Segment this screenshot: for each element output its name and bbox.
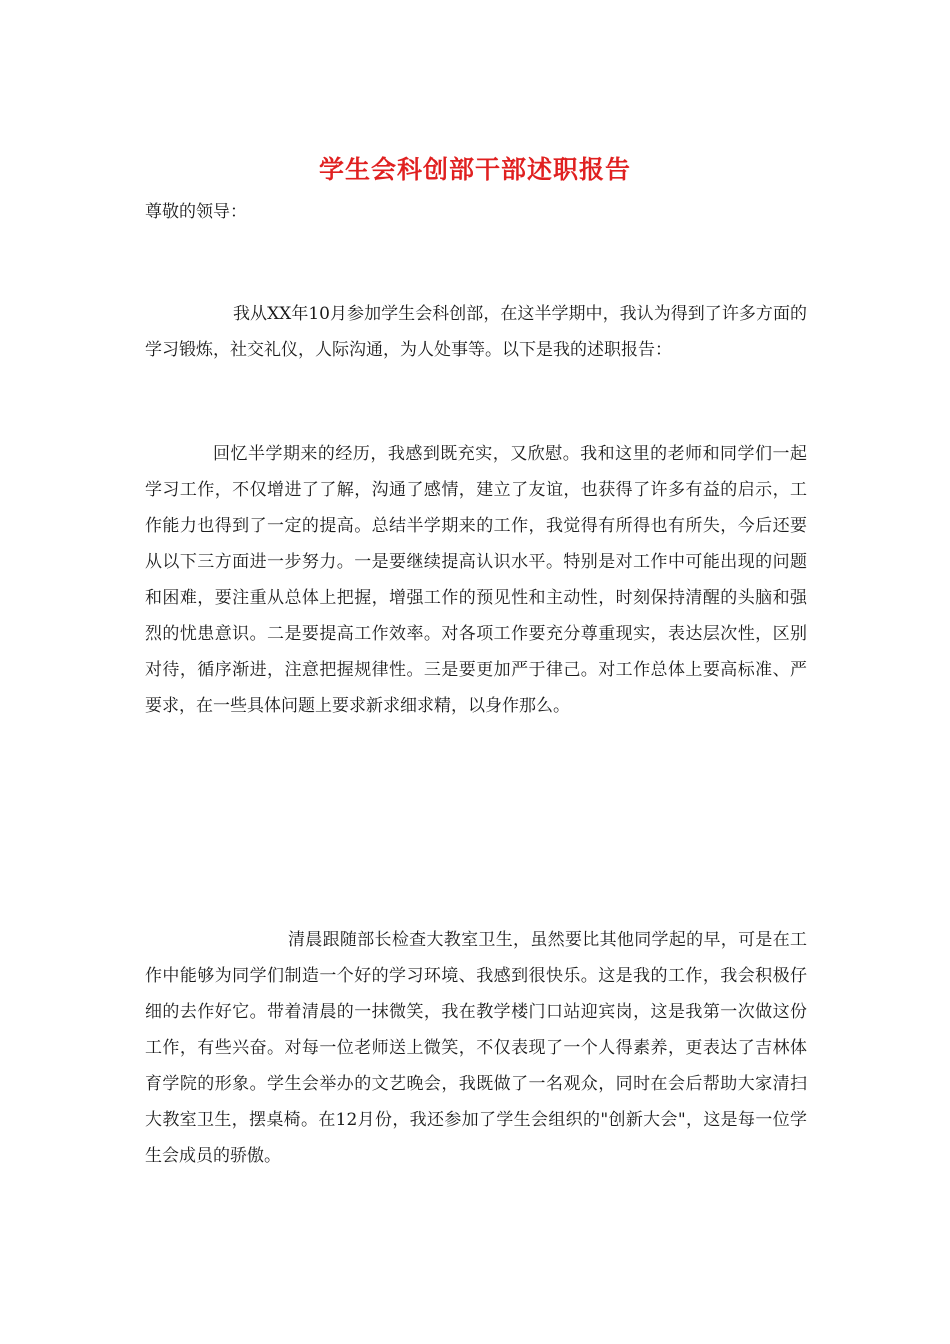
paragraph-intro: 我从XX年10月参加学生会科创部，在这半学期中，我认为得到了许多方面的学习锻炼，社交礼仪，人际沟通，为人处事等。以下是我的述职报告： — [145, 304, 807, 360]
document-title: 学生会科创部干部述职报告 — [318, 155, 631, 184]
salutation: 尊敬的领导： — [145, 202, 247, 222]
paragraph-activities: 清晨跟随部长检查大教室卫生，虽然要比其他同学起的早，可是在工作中能够为同学们制造一个好的学习环境、我感到很快乐。这是我的工作，我会积极仔细的去作好它。带着清晨的一抹微笑，我在教学楼门口站迎宾岗，这是我第一次做这份工作，有些兴奋。对每一位老师送上微笑，不仅表现了一个人得素养，更表达了吉林体育学院的形象。学生会举办的文艺晚会，我既做了一名观众，同时在会后帮助大家清扫大教室卫生，摆桌椅。在12月份，我还参加了学生会组织的"创新大会"，这是每一位学生会成员的骄傲。 — [145, 930, 807, 1166]
paragraph-reflection: 回忆半学期来的经历，我感到既充实，又欣慰。我和这里的老师和同学们一起学习工作，不仅增进了了解，沟通了感情，建立了友谊，也获得了许多有益的启示，工作能力也得到了一定的提高。总结半学期来的工作，我觉得有所得也有所失，今后还要从以下三方面进一步努力。一是要继续提高认识水平。特别是对工作中可能出现的问题和困难，要注重从总体上把握，增强工作的预见性和主动性，时刻保持清醒的头脑和强烈的忧患意识。二是要提高工作效率。对各项工作要充分尊重现实，表达层次性，区别对待，循序渐进，注意把握规律性。三是要更加严于律己。对工作总体上要高标准、严要求，在一些具体问题上要求新求细求精，以身作那么。 — [145, 444, 807, 716]
